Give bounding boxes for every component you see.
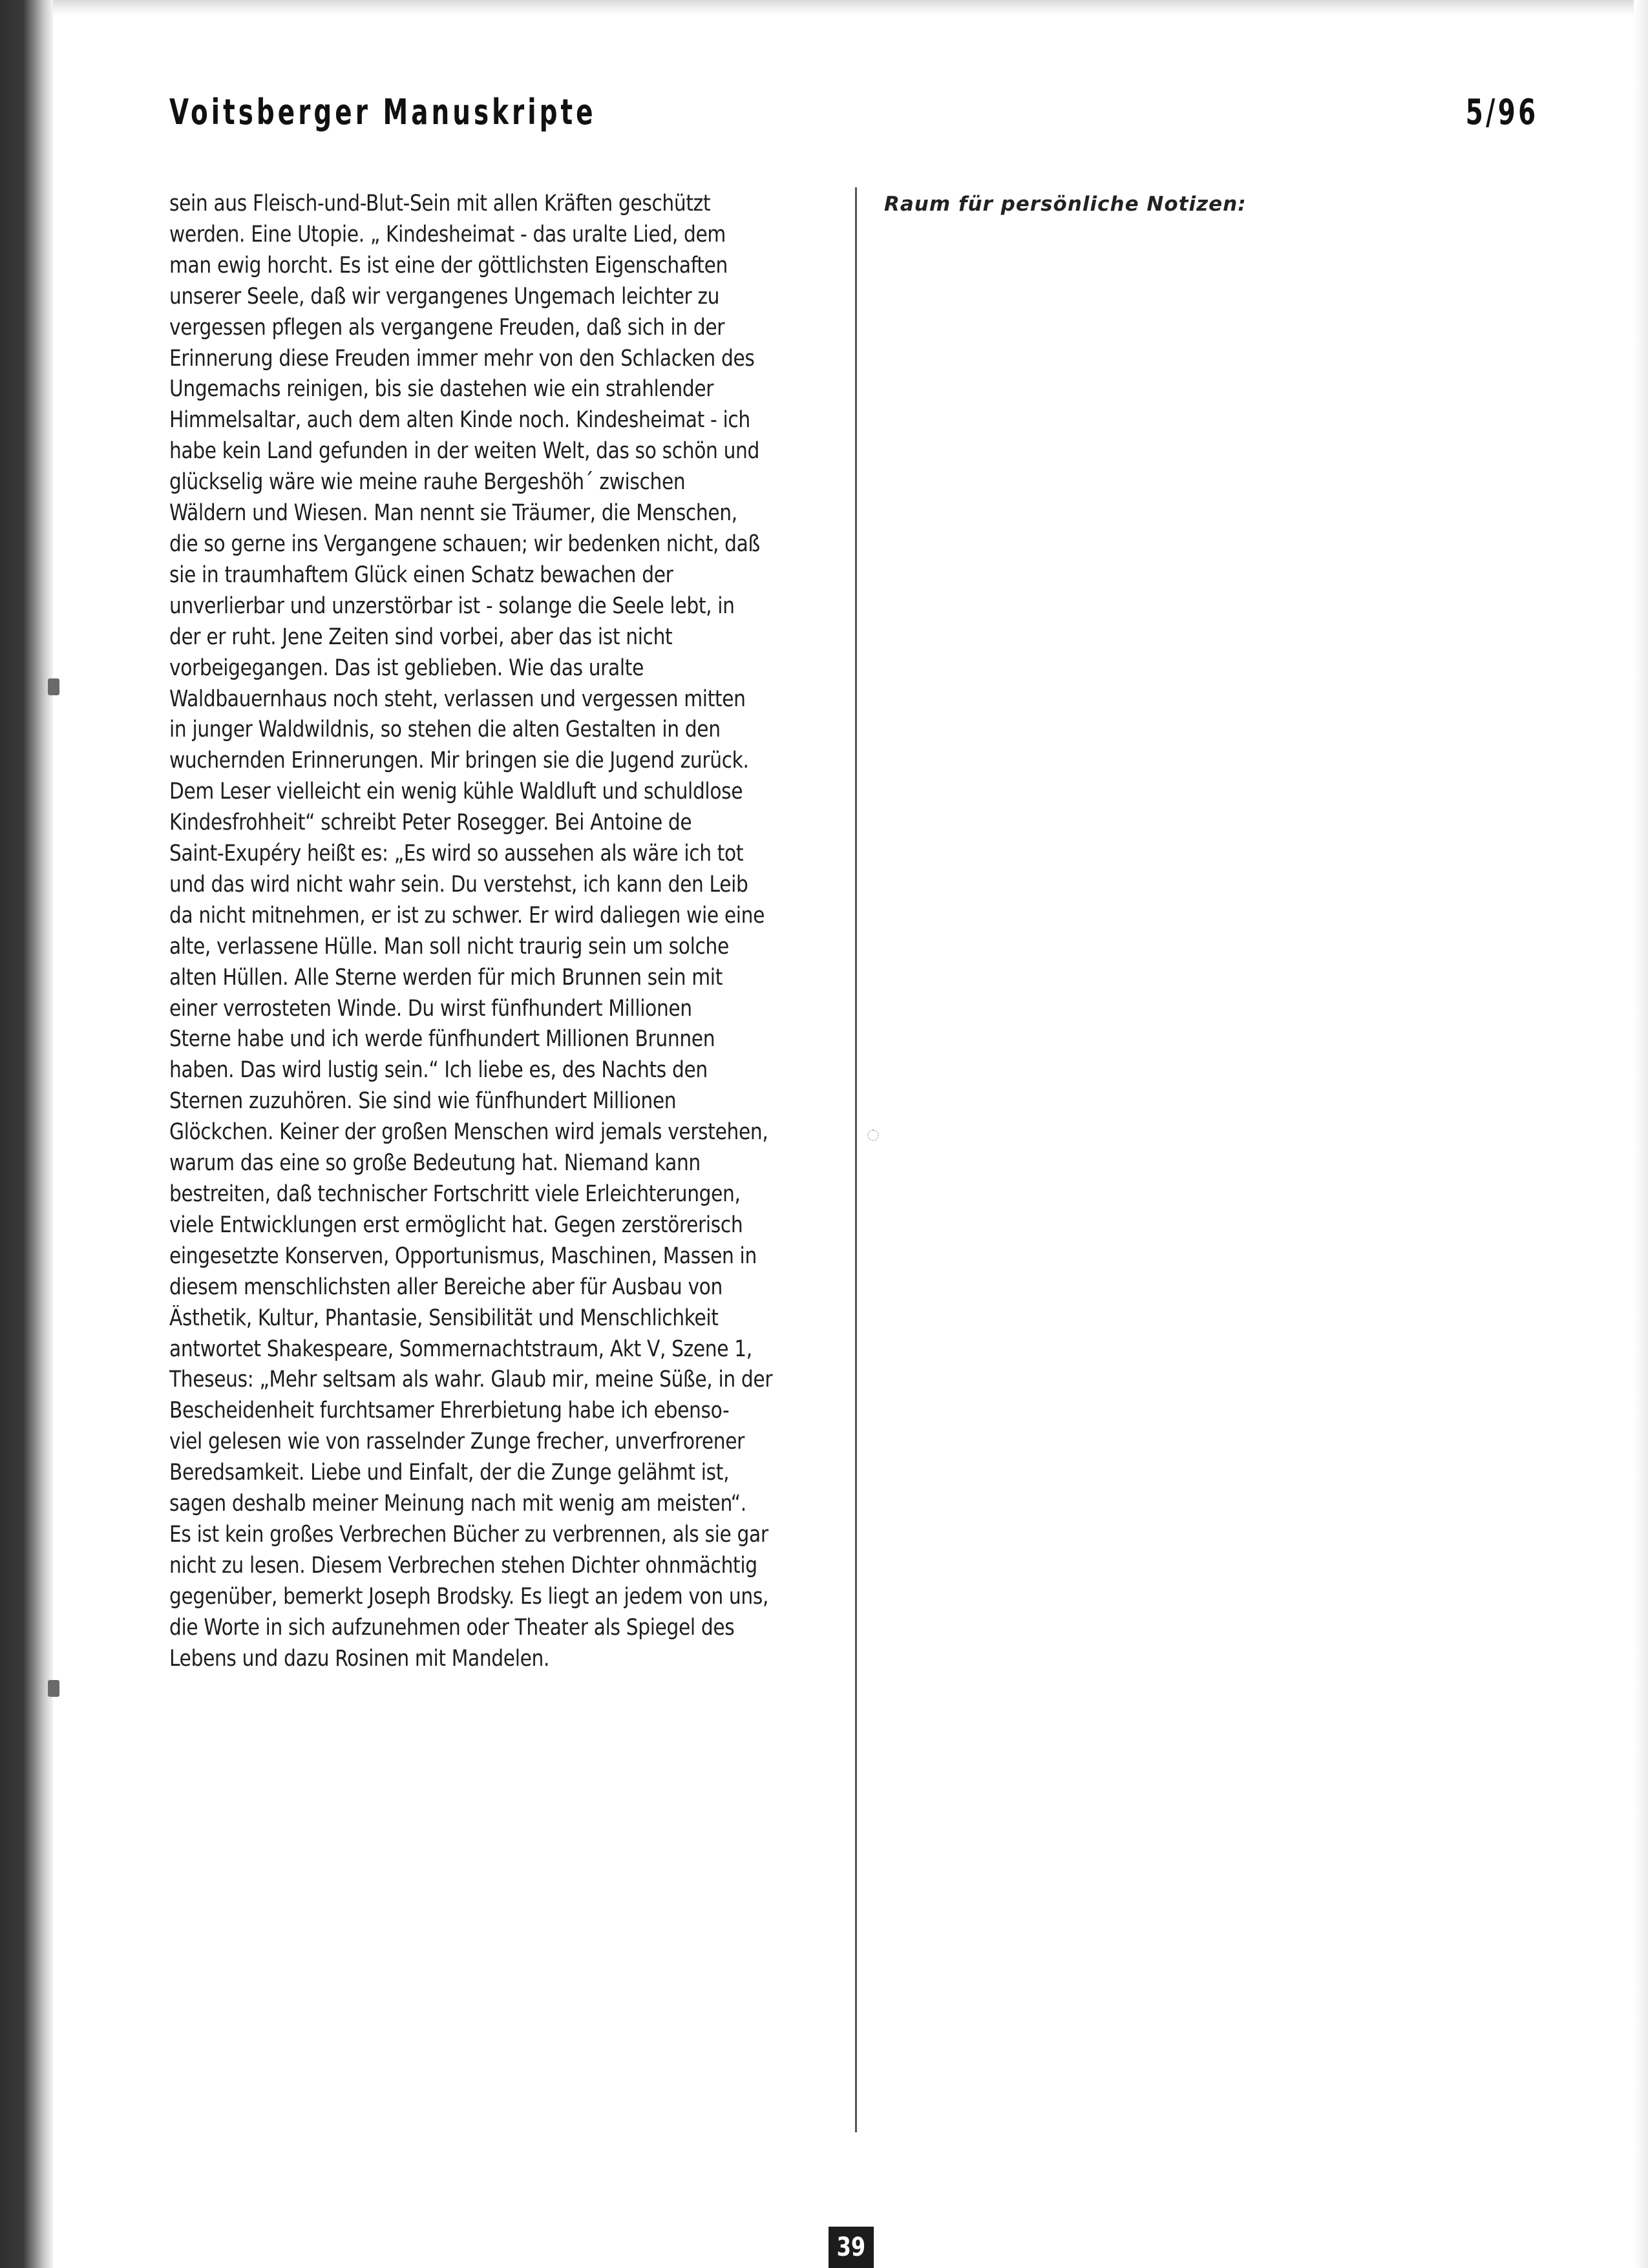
text-line: Dem Leser vielleicht ein wenig kühle Waldluft und schuldlose [169, 779, 743, 805]
text-line: in junger Waldwildnis, so stehen die alten Gestalten in den [169, 717, 721, 743]
binding-notch [48, 1680, 59, 1697]
text-line: Wäldern und Wiesen. Man nennt sie Träumer, die Menschen, [169, 500, 737, 527]
text-line: sagen deshalb meiner Meinung nach mit wenig am meisten“. [169, 1491, 746, 1517]
text-line: da nicht mitnehmen, er ist zu schwer. Er wird daliegen wie eine [169, 902, 765, 929]
text-line: die so gerne ins Vergangene schauen; wir bedenken nicht, daß [169, 530, 760, 557]
text-line: vergessen pflegen als vergangene Freuden, daß sich in der [169, 314, 725, 341]
text-line: sein aus Fleisch-und-Blut-Sein mit allen Kräften geschützt [169, 191, 711, 216]
text-line: Lebens und dazu Rosinen mit Mandelen. [169, 1645, 550, 1672]
article-body [169, 189, 822, 1675]
scan-right-edge [1634, 0, 1648, 2268]
text-line: die Worte in sich aufzunehmen oder Theater als Spiegel des [169, 1614, 735, 1641]
text-line: Waldbauernhaus noch steht, verlassen und vergessen mitten [169, 686, 746, 712]
text-line: nicht zu lesen. Diesem Verbrechen stehen Dichter ohnmächtig [169, 1552, 757, 1579]
text-line: Theseus: „Mehr seltsam als wahr. Glaub mir, meine Süße, in der [169, 1367, 773, 1393]
page-number: 39 [836, 2232, 866, 2262]
text-line: antwortet Shakespeare, Sommernachtstraum, Akt V, Szene 1, [169, 1336, 752, 1362]
text-line: unserer Seele, daß wir vergangenes Ungemach leichter zu [169, 283, 720, 310]
column-divider [855, 187, 857, 2132]
text-line: vorbeigegangen. Das ist geblieben. Wie das uralte [169, 655, 644, 681]
text-line: Saint-Exupéry heißt es: „Es wird so aussehen als wäre ich tot [169, 841, 744, 867]
scan-top-edge [53, 0, 1648, 17]
text-line: Ästhetik, Kultur, Phantasie, Sensibilität und Menschlichkeit [169, 1305, 719, 1331]
text-line: und das wird nicht wahr sein. Du verstehst, ich kann den Leib [169, 871, 748, 898]
text-line: einer verrosteten Winde. Du wirst fünfhundert Millionen [169, 995, 692, 1022]
text-line: habe kein Land gefunden in der weiten Welt, das so schön und [169, 438, 759, 465]
text-line: man ewig horcht. Es ist eine der göttlichsten Eigenschaften [169, 252, 728, 278]
text-line: haben. Das wird lustig sein.“ Ich liebe es, des Nachts den [169, 1057, 708, 1084]
text-line: Bescheidenheit furchtsamer Ehrerbietung habe ich ebenso- [169, 1398, 730, 1424]
text-line: Es ist kein großes Verbrechen Bücher zu verbrennen, als sie gar [169, 1521, 768, 1548]
text-line: sie in traumhaftem Glück einen Schatz bewachen der [169, 562, 673, 588]
text-line: Sternen zuzuhören. Sie sind wie fünfhundert Millionen [169, 1088, 677, 1115]
text-line: bestreiten, daß technischer Fortschritt viele Erleichterungen, [169, 1181, 741, 1207]
text-line: eingesetzte Konserven, Opportunismus, Maschinen, Massen in [169, 1243, 757, 1269]
text-line: warum das eine so große Bedeutung hat. Niemand kann [169, 1150, 701, 1177]
notes-label: Raum für persönliche Notizen: [884, 193, 1247, 216]
text-line: Erinnerung diese Freuden immer mehr von den Schlacken des [169, 345, 755, 372]
text-line: alte, verlassene Hülle. Man soll nicht traurig sein um solche [169, 933, 729, 960]
scan-speck [867, 1129, 879, 1141]
text-line: unverlierbar und unzerstörbar ist - solange die Seele lebt, in [169, 593, 735, 619]
text-line: alten Hüllen. Alle Sterne werden für mich Brunnen sein mit [169, 964, 723, 991]
text-line: diesem menschlichsten aller Bereiche aber für Ausbau von [169, 1274, 723, 1300]
issue-number: 5/96 [1465, 92, 1538, 132]
text-line: werden. Eine Utopie. „ Kindesheimat - das uralte Lied, dem [169, 221, 726, 247]
page-number-box [829, 2227, 874, 2268]
text-line: Ungemachs reinigen, bis sie dastehen wie ein strahlender [169, 376, 714, 403]
text-line: Sterne habe und ich werde fünfhundert Millionen Brunnen [169, 1026, 715, 1053]
text-line: Glöckchen. Keiner der großen Menschen wird jemals verstehen, [169, 1119, 768, 1146]
binding-notch [48, 678, 59, 695]
text-line: Beredsamkeit. Liebe und Einfalt, der die Zunge gelähmt ist, [169, 1460, 730, 1486]
scan-binding-edge [0, 0, 53, 2268]
publication-title: Voitsberger Manuskripte [169, 92, 597, 132]
text-line: gegenüber, bemerkt Joseph Brodsky. Es liegt an jedem von uns, [169, 1583, 769, 1610]
text-line: Himmelsaltar, auch dem alten Kinde noch. Kindesheimat - ich [169, 407, 750, 434]
text-line: wuchernden Erinnerungen. Mir bringen sie die Jugend zurück. [169, 748, 749, 774]
text-line: viel gelesen wie von rasselnder Zunge frecher, unverfrorener [169, 1429, 745, 1455]
text-line: viele Entwicklungen erst ermöglicht hat. Gegen zerstörerisch [169, 1212, 743, 1238]
text-line: Kindesfrohheit“ schreibt Peter Rosegger. Bei Antoine de [169, 810, 692, 836]
text-line: glückselig wäre wie meine rauhe Bergeshöh´ zwischen [169, 469, 686, 496]
text-line: der er ruht. Jene Zeiten sind vorbei, aber das ist nicht [169, 624, 673, 650]
